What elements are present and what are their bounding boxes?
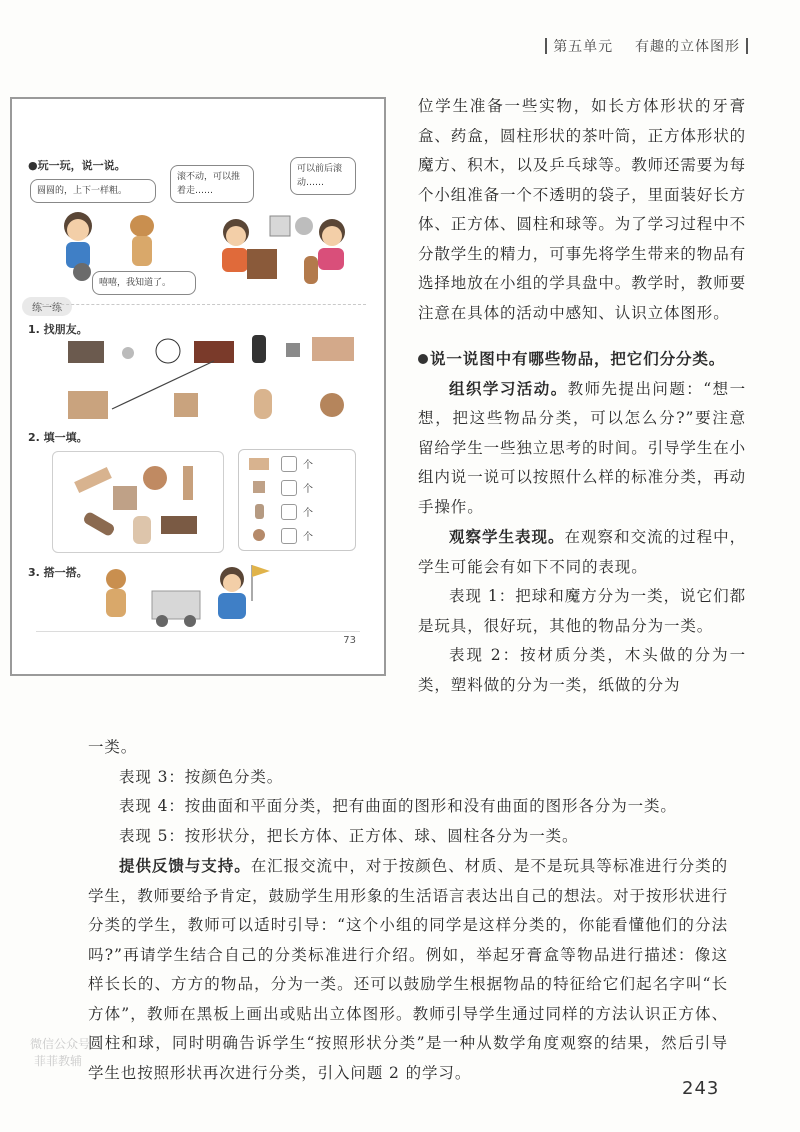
dashed-divider: [36, 304, 366, 305]
bullet-icon: [418, 354, 428, 364]
soccer-ball-shape: [156, 339, 180, 363]
question-1: 1. 找朋友。: [28, 323, 88, 336]
cube-shape: [270, 216, 290, 236]
page-rule: [36, 631, 360, 632]
cuboid-shape: [161, 516, 197, 534]
speech-bubble: 嘻嘻，我知道了。: [92, 271, 196, 295]
paragraph: 表现 4：按曲面和平面分类，把有曲面的图形和没有曲面的图形各分为一类。: [119, 797, 677, 815]
textbook-page-figure: [10, 97, 386, 676]
cube-shape: [247, 249, 277, 279]
question-3: 3. 搭一搭。: [28, 566, 88, 579]
header-divider: [746, 38, 748, 54]
count-row: 个: [247, 454, 347, 474]
child-figure: [222, 219, 249, 272]
mixed-shapes: [53, 452, 223, 552]
cuboid-shape: [183, 466, 193, 500]
block-vehicle: [152, 591, 200, 619]
box-shape: [312, 337, 354, 361]
page-number: 243: [682, 1078, 720, 1099]
ball-shape: [122, 347, 134, 359]
intro-paragraph: 位学生准备一些实物，如长方体形状的牙膏盒、药盒，圆柱形状的茶叶筒，正方体形状的魔方、积木，以及乒乓球等。教师还需要为每个小组准备一个不透明的袋子，里面装好长方体、正方体、圆柱和球等。为了学习过程中不分散学生的精力，可事先将学生带来的物品有选择地放在小组的学具盘中。教学时，教师要注意在具体的活动中感知、认识立体图形。: [418, 97, 747, 322]
building-illustration: [92, 561, 292, 631]
question-2: 2. 填一填。: [28, 431, 88, 444]
paragraph: 表现 1：把球和魔方分为一类，说它们都是玩具，很好玩，其他的物品分为一类。: [418, 587, 746, 635]
cylinder-shape: [304, 256, 318, 284]
ball-shape: [295, 217, 313, 235]
cuboid-shape: [74, 467, 112, 493]
cylinder-shape: [82, 511, 116, 537]
sphere-shape: [143, 466, 167, 490]
count-row: 个: [247, 502, 347, 522]
right-text-column: [418, 92, 746, 700]
paragraph: 观察学生表现。在观察和交流的过程中，学生可能会有如下不同的表现。: [418, 527, 746, 576]
header-unit: 第五单元: [553, 39, 614, 55]
child-figure: [318, 219, 345, 270]
count-panel: [238, 449, 356, 551]
speech-bubble: 圆圆的，上下一样粗。: [30, 179, 156, 203]
watermark: [30, 1036, 90, 1070]
match-objects: [64, 331, 364, 426]
answer-box[interactable]: [281, 528, 297, 544]
practice-tag: 练一练: [22, 297, 72, 316]
puppy-figure: [130, 215, 154, 266]
cube-shape: [113, 486, 137, 510]
watermark-line: 微信公众号: [30, 1037, 91, 1051]
paragraph: 表现 5：按形状分，把长方体、正方体、球、圆柱各分为一类。: [119, 826, 579, 845]
header-title: 有趣的立体图形: [635, 39, 740, 55]
sphere-shape: [320, 393, 344, 417]
figure-section-title: ●玩一玩，说一说。: [28, 159, 126, 172]
answer-box[interactable]: [281, 480, 297, 496]
paragraph-continuation: 一类。: [88, 738, 138, 756]
header-divider: [545, 38, 547, 54]
watermark-line: 菲菲教辅: [34, 1054, 83, 1068]
cube-shape: [174, 393, 198, 417]
running-header: [539, 36, 754, 56]
full-width-text: [88, 733, 728, 1088]
can-shape: [252, 335, 266, 363]
paragraph: 表现 2：按材质分类，木头做的分为一类，塑料做的分为一类，纸做的分为: [418, 646, 746, 694]
cylinder-shape: [133, 516, 151, 544]
count-row: 个: [247, 526, 347, 546]
paragraph: 提供反馈与支持。在汇报交流中，对于按颜色、材质、是不是玩具等标准进行分类的学生，教师要给予肯定，鼓励学生用形象的生活语言表达出自己的想法。对于按形状进行分类的学生，教师可以适时引导：“这个小组的同学是这样分类的，你能看懂他们的分法吗?”再请学生结合自己的分类标准进行介绍。例如，举起牙膏盒等物品进行描述：像这样长长的、方方的物品，分为一类。还可以鼓励学生根据物品的特征给它们起名字叫“长方体”，教师在黑板上画出或贴出立体图形。教师引导学生通过同样的方法认识正方体、圆柱和球，同时明确告诉学生“按照形状分类”是一种从数学角度观察的结果，然后引导学生也按照形状再次进行分类，引入问题 2 的学习。: [88, 856, 728, 1082]
paragraph: 组织学习活动。教师先提出问题：“想一想，把这些物品分类，可以怎么分?”要注意留给学生一些独立思考的时间。引导学生在小组内说一说可以按照什么样的标准分类，再动手操作。: [418, 378, 747, 516]
figure-page-number: 73: [343, 635, 356, 646]
count-row: 个: [247, 478, 347, 498]
cuboid-shape: [68, 391, 108, 419]
answer-box[interactable]: [281, 456, 297, 472]
puppy-figure: [106, 569, 126, 589]
cylinder-shape: [254, 389, 272, 419]
cube-shape: [286, 343, 300, 357]
answer-box[interactable]: [281, 504, 297, 520]
speech-bubble: 可以前后滚动……: [290, 157, 356, 195]
kids-illustration: [42, 204, 372, 289]
rectangular-box-shape: [68, 341, 104, 363]
speech-bubble: 滚不动，可以推着走……: [170, 165, 254, 203]
brick-shape: [194, 341, 234, 363]
objects-panel: [52, 451, 224, 553]
paragraph: 表现 3：按颜色分类。: [119, 767, 284, 786]
child-figure: [64, 212, 92, 281]
section-heading: 说一说图中有哪些物品，把它们分分类。: [418, 344, 746, 374]
